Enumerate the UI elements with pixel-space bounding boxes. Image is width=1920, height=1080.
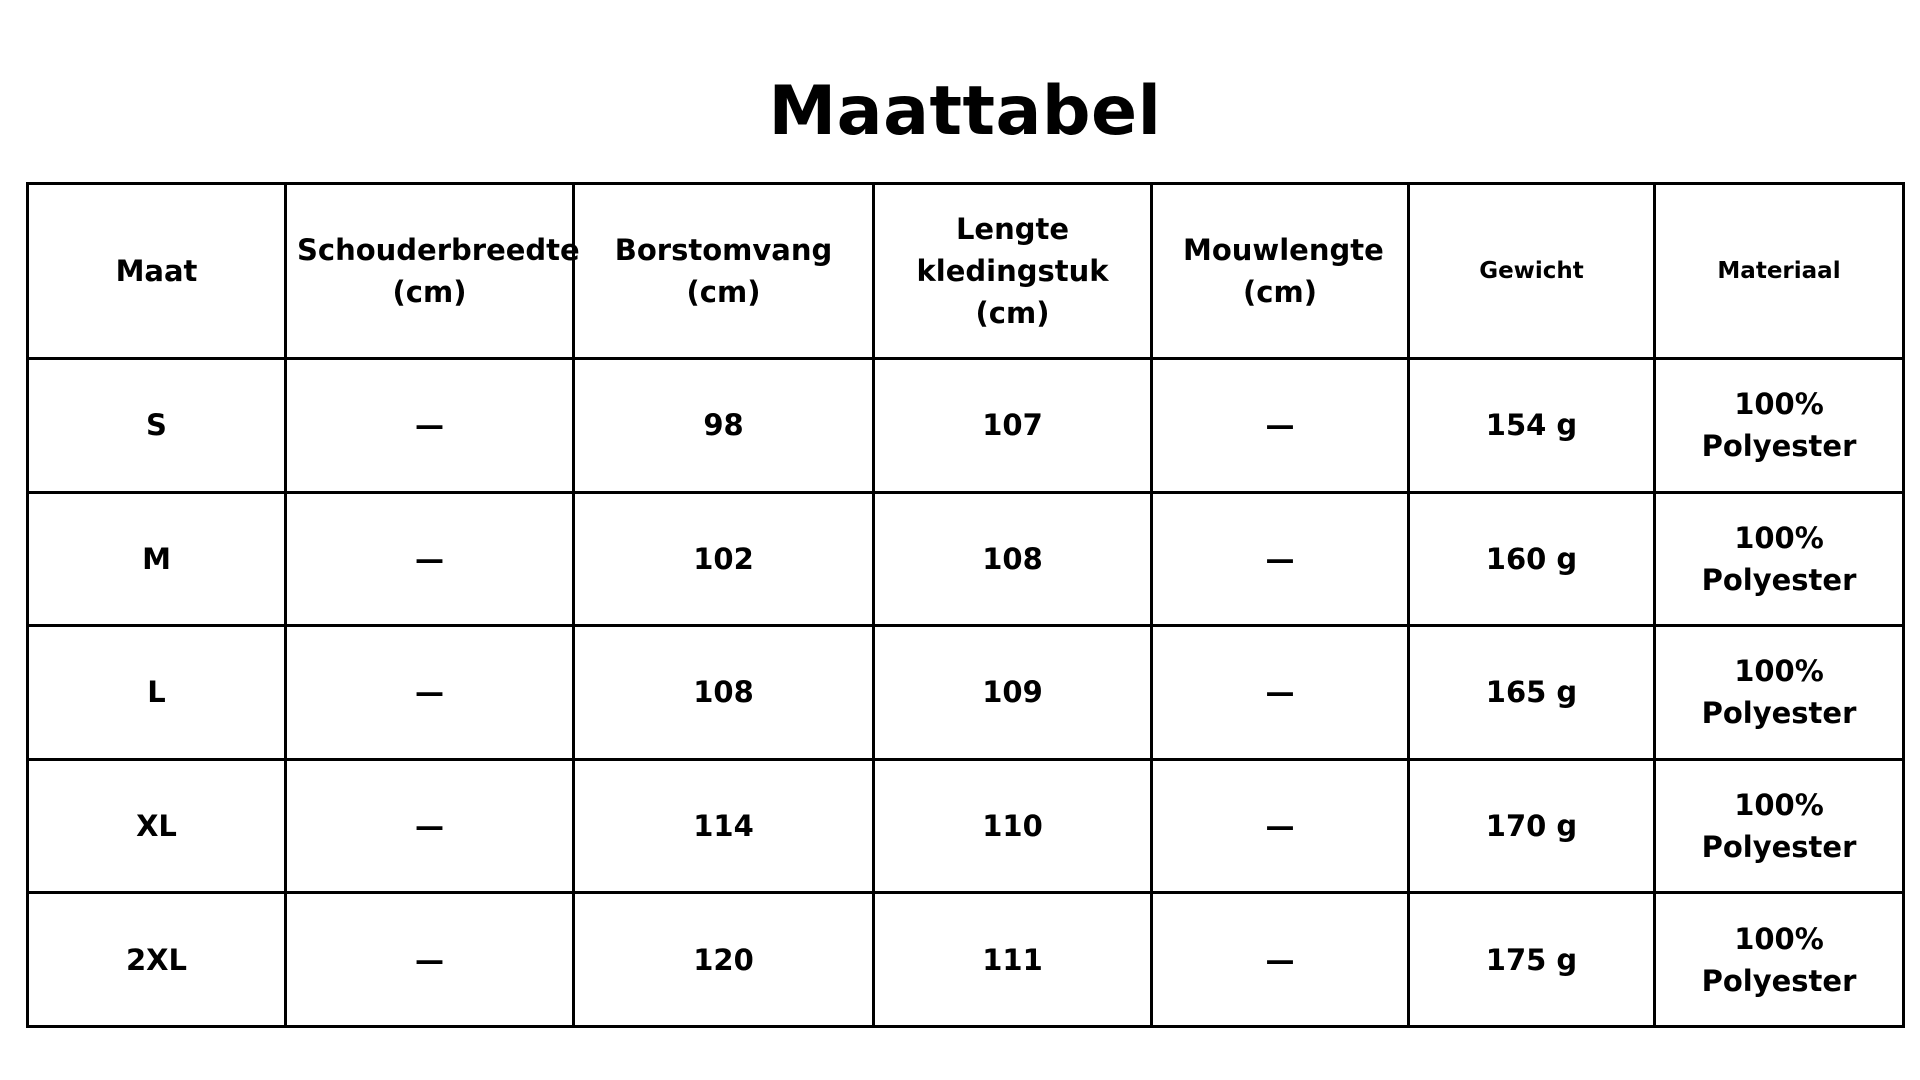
column-header-mouwlengte: Mouwlengte (cm) bbox=[1152, 184, 1409, 359]
cell-schouderbreedte: — bbox=[286, 759, 574, 893]
cell-maat: 2XL bbox=[28, 893, 286, 1027]
cell-materiaal: 100% Polyester bbox=[1655, 893, 1904, 1027]
column-header-lengte-kledingstuk: Lengte kledingstuk (cm) bbox=[874, 184, 1152, 359]
size-chart-table bbox=[26, 182, 1905, 1028]
cell-schouderbreedte: — bbox=[286, 893, 574, 1027]
cell-lengte: 110 bbox=[874, 759, 1152, 893]
cell-schouderbreedte: — bbox=[286, 359, 574, 493]
cell-maat: S bbox=[28, 359, 286, 493]
cell-gewicht: 160 g bbox=[1409, 492, 1655, 626]
cell-lengte: 108 bbox=[874, 492, 1152, 626]
page-title: Maattabel bbox=[768, 72, 1162, 151]
table-header-row bbox=[28, 184, 1904, 359]
cell-mouwlengte: — bbox=[1152, 626, 1409, 760]
column-header-materiaal: Materiaal bbox=[1655, 184, 1904, 359]
column-header-gewicht: Gewicht bbox=[1409, 184, 1655, 359]
cell-materiaal: 100% Polyester bbox=[1655, 492, 1904, 626]
cell-lengte: 107 bbox=[874, 359, 1152, 493]
cell-materiaal: 100% Polyester bbox=[1655, 359, 1904, 493]
cell-mouwlengte: — bbox=[1152, 359, 1409, 493]
cell-mouwlengte: — bbox=[1152, 893, 1409, 1027]
cell-gewicht: 165 g bbox=[1409, 626, 1655, 760]
cell-schouderbreedte: — bbox=[286, 492, 574, 626]
cell-gewicht: 175 g bbox=[1409, 893, 1655, 1027]
cell-borstomvang: 102 bbox=[574, 492, 874, 626]
cell-materiaal: 100% Polyester bbox=[1655, 759, 1904, 893]
column-header-schouderbreedte: Schouderbreedte (cm) bbox=[286, 184, 574, 359]
cell-mouwlengte: — bbox=[1152, 759, 1409, 893]
cell-gewicht: 170 g bbox=[1409, 759, 1655, 893]
table-row bbox=[28, 626, 1904, 760]
cell-borstomvang: 120 bbox=[574, 893, 874, 1027]
column-header-maat: Maat bbox=[28, 184, 286, 359]
table-row bbox=[28, 893, 1904, 1027]
cell-maat: M bbox=[28, 492, 286, 626]
cell-borstomvang: 108 bbox=[574, 626, 874, 760]
table-row bbox=[28, 759, 1904, 893]
cell-lengte: 111 bbox=[874, 893, 1152, 1027]
cell-borstomvang: 114 bbox=[574, 759, 874, 893]
cell-borstomvang: 98 bbox=[574, 359, 874, 493]
cell-maat: XL bbox=[28, 759, 286, 893]
table-row bbox=[28, 492, 1904, 626]
cell-lengte: 109 bbox=[874, 626, 1152, 760]
cell-mouwlengte: — bbox=[1152, 492, 1409, 626]
cell-materiaal: 100% Polyester bbox=[1655, 626, 1904, 760]
column-header-borstomvang: Borstomvang (cm) bbox=[574, 184, 874, 359]
cell-schouderbreedte: — bbox=[286, 626, 574, 760]
table-row bbox=[28, 359, 1904, 493]
cell-gewicht: 154 g bbox=[1409, 359, 1655, 493]
cell-maat: L bbox=[28, 626, 286, 760]
